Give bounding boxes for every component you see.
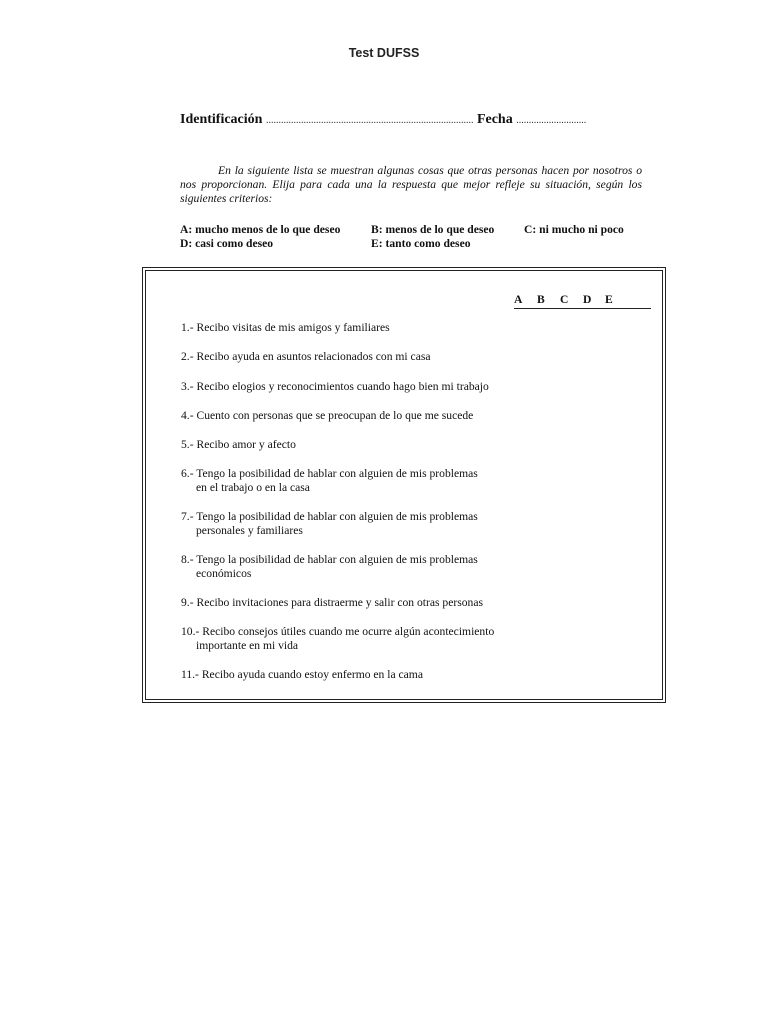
question-text: 2.- Recibo ayuda en asuntos relacionados con mi casa [181,350,431,363]
instructions-text: En la siguiente lista se muestran algunas cosas que otras personas hacen por nosotros o nos proporcionan. Elija para cada una la respuesta que mejor refleje su situación, según los siguientes criterios: [180,164,642,205]
column-d: D [583,293,592,306]
criterion-e [371,237,471,251]
question-text: 5.- Recibo amor y afecto [181,438,296,451]
question-text-continued: en el trabajo o en la casa [196,481,310,494]
criterion-text: mucho menos de lo que deseo [195,223,341,236]
criterion-text: tanto como deseo [385,237,471,250]
question-item [181,409,473,423]
column-b: B [537,293,545,306]
criterion-key: C: [524,223,537,236]
question-item [181,380,489,394]
identification-label: Identificación [180,112,263,127]
criterion-b [371,223,494,237]
criterion-key: D: [180,237,193,250]
question-item [181,321,390,335]
question-text: 10.- Recibo consejos útiles cuando me ocurre algún acontecimiento [181,625,495,638]
column-e: E [605,293,613,306]
question-text-continued: importante en mi vida [196,639,299,652]
question-text: 3.- Recibo elogios y reconocimientos cuando hago bien mi trabajo [181,380,489,393]
identification-row [180,112,640,128]
date-field[interactable]: ............................ [516,115,587,126]
question-text: 6.- Tengo la posibilidad de hablar con alguien de mis problemas [181,467,478,480]
criterion-a [180,223,340,237]
date-label: Fecha [476,112,513,127]
question-text: 4.- Cuento con personas que se preocupan de lo que me sucede [181,409,474,422]
question-text-continued: económicos [196,567,252,580]
column-a: A [514,293,523,306]
question-item [181,350,431,364]
page-title: Test DUFSS [348,46,420,60]
column-c: C [560,293,569,306]
question-item [181,596,483,610]
question-item [181,467,478,495]
question-text: 8.- Tengo la posibilidad de hablar con alguien de mis problemas [181,553,478,566]
question-item [181,438,296,452]
question-item [181,553,478,581]
criterion-text: menos de lo que deseo [385,223,495,236]
answer-columns-header [514,293,651,309]
question-text: 11.- Recibo ayuda cuando estoy enfermo en la cama [181,668,423,681]
criterion-text: ni mucho ni poco [539,223,624,236]
question-text: 1.- Recibo visitas de mis amigos y familiares [181,321,390,334]
criterion-key: A: [180,223,193,236]
question-item [181,668,423,682]
criterion-c [524,223,624,237]
question-text: 7.- Tengo la posibilidad de hablar con alguien de mis problemas [181,510,478,523]
question-item [181,625,494,653]
criterion-text: casi como deseo [195,237,274,250]
criterion-key: B: [371,223,383,236]
criterion-d [180,237,273,251]
question-item [181,510,478,538]
question-text-continued: personales y familiares [196,524,303,537]
criterion-key: E: [371,237,383,250]
identification-field[interactable]: ................................................................................... [265,115,474,126]
question-text: 9.- Recibo invitaciones para distraerme y salir con otras personas [181,596,483,609]
